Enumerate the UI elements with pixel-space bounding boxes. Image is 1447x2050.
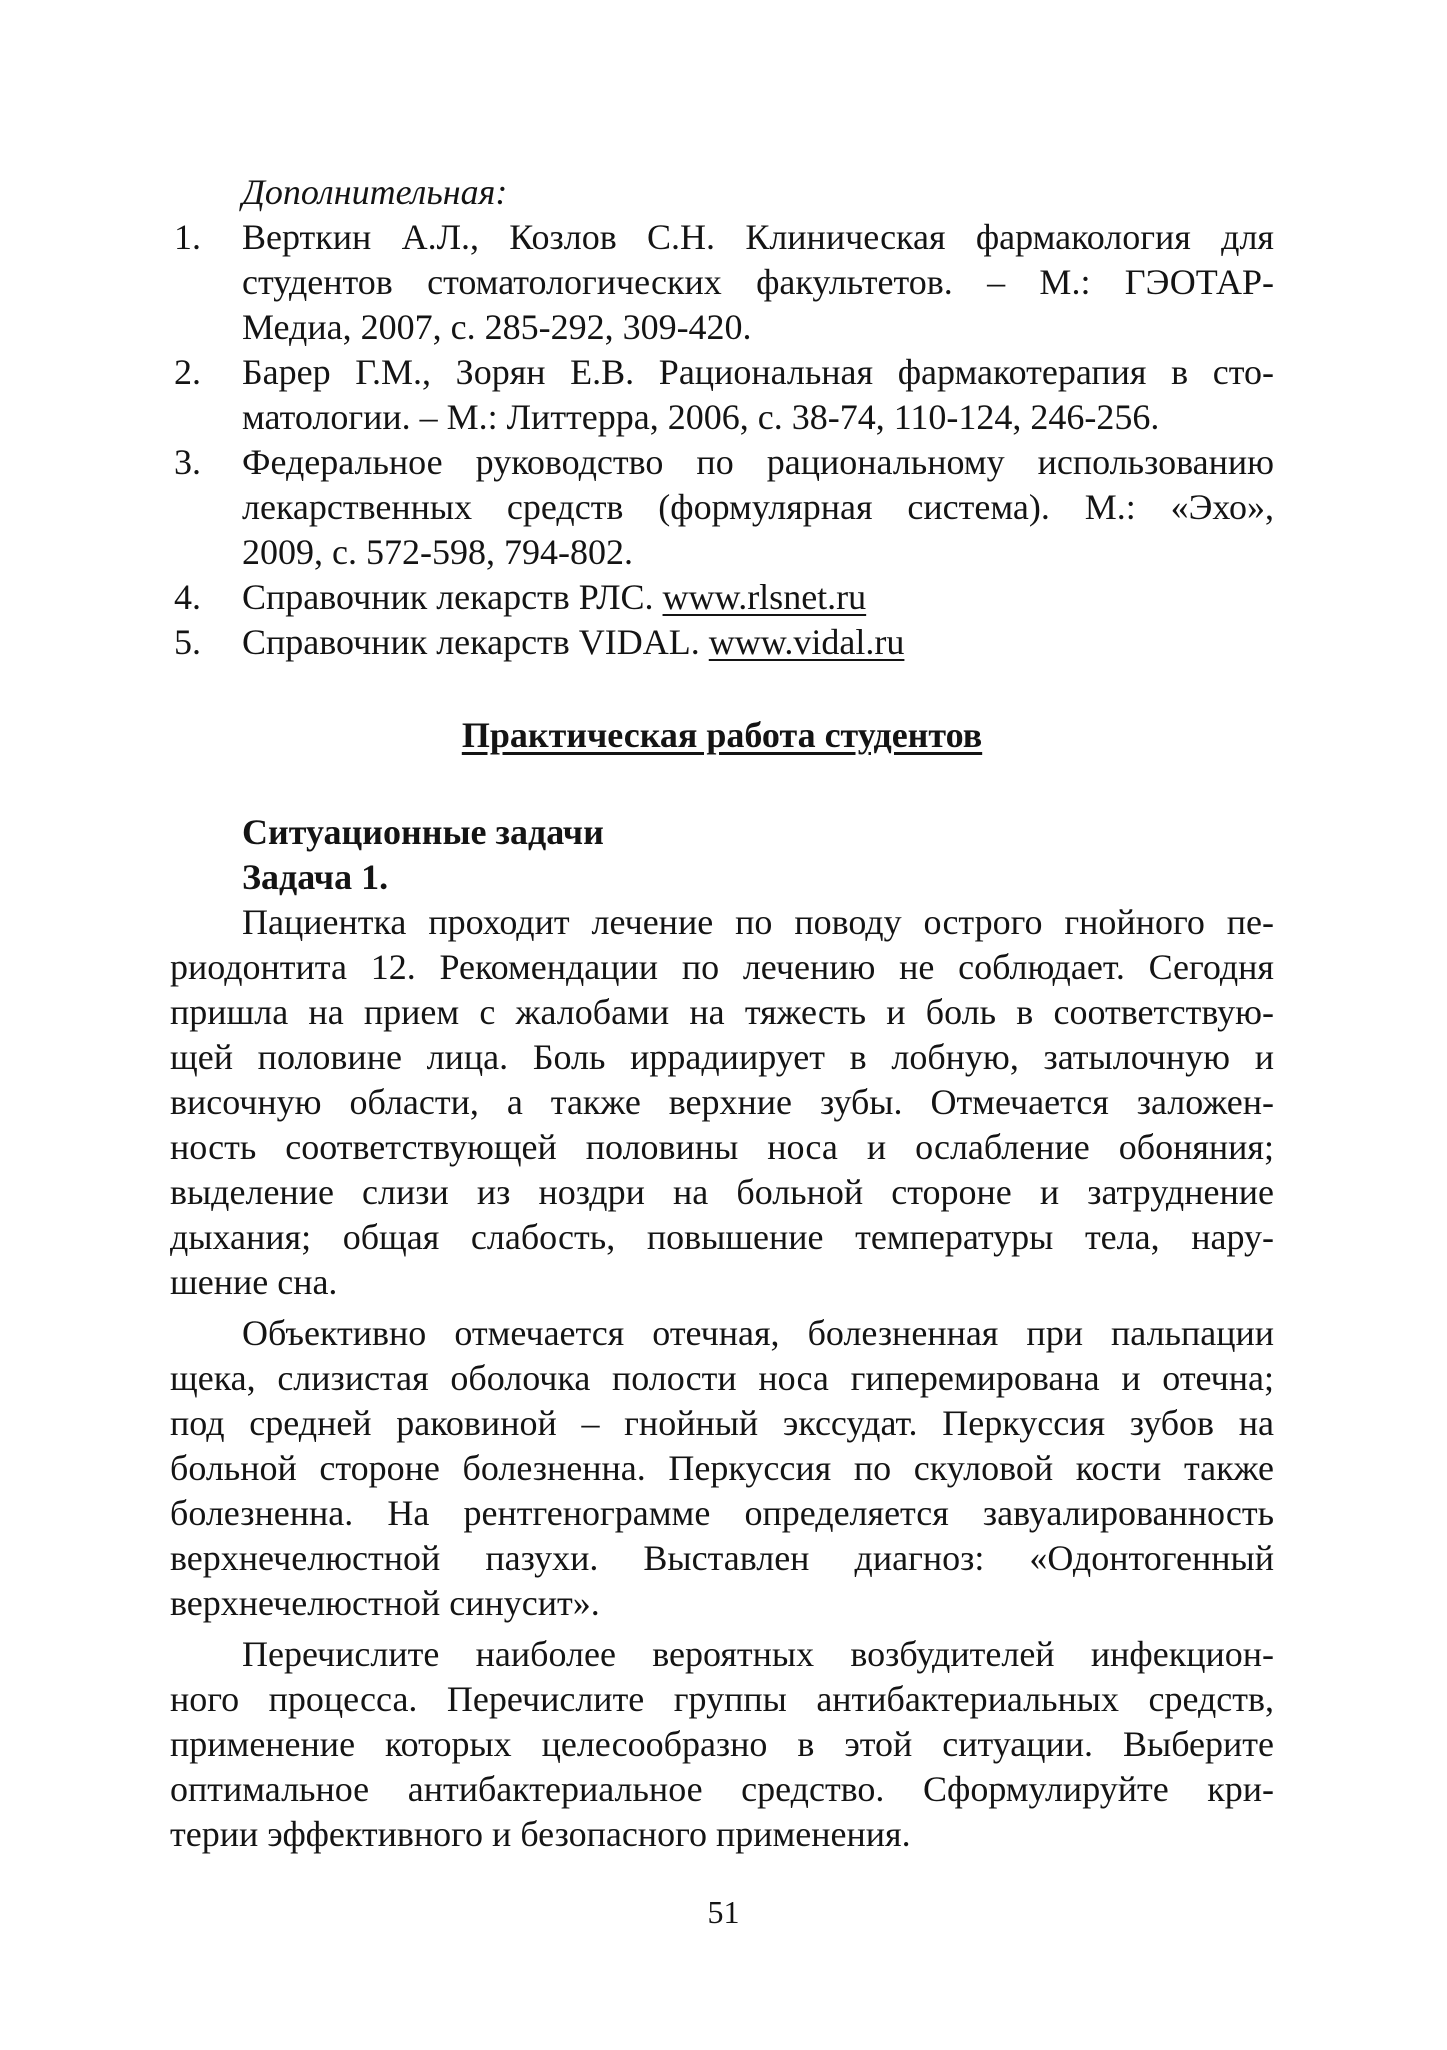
reference-number: 1. [174,217,201,257]
reference-line: Федеральное руководство по рациональному использованию [242,442,1274,482]
reference-item-2 [170,350,1274,440]
reference-item-3 [170,440,1274,575]
vidal-link[interactable]: www.vidal.ru [708,622,905,662]
reference-item-1 [170,215,1274,350]
reference-line: лекарственных средств (формулярная система). М.: «Эхо», [242,487,1274,527]
section-title: Практическая работа студентов [461,715,983,755]
paragraph-line: височную области, а также верхние зубы. Отмечается заложен- [170,1082,1274,1122]
paragraph-line: дыхания; общая слабость, повышение температуры тела, нару- [170,1217,1274,1257]
references-heading: Дополнительная: [242,172,508,212]
paragraph-line: болезненна. На рентгенограмме определяется завуалированность [170,1493,1274,1533]
paragraph-line: больной стороне болезненна. Перкуссия по скуловой кости также [170,1448,1274,1488]
paragraph-line: выделение слизи из ноздри на больной стороне и затруднение [170,1172,1274,1212]
paragraph-line: ного процесса. Перечислите группы антибактериальных средств, [170,1679,1274,1719]
paragraph-line: ность соответствующей половины носа и ослабление обоняния; [170,1127,1274,1167]
situational-tasks-heading: Ситуационные задачи [242,812,604,852]
reference-number: 2. [174,352,201,392]
paragraph-line: оптимальное антибактериальное средство. Сформулируйте кри- [170,1769,1274,1809]
reference-number: 4. [174,577,201,617]
reference-line: Медиа, 2007, с. 285-292, 309-420. [242,307,752,347]
paragraph-line: применение которых целесообразно в этой ситуации. Выберите [170,1724,1274,1764]
references-list [170,215,1274,665]
task-paragraph-1 [170,900,1274,1305]
paragraph-line: терии эффективного и безопасного применения. [170,1814,911,1854]
reference-line: студентов стоматологических факультетов. – М.: ГЭОТАР- [242,262,1274,302]
reference-number: 5. [174,622,201,662]
paragraph-line: шение сна. [170,1262,338,1302]
paragraph-line: верхнечелюстной синусит». [170,1583,600,1623]
reference-line: Барер Г.М., Зорян Е.В. Рациональная фармакотерапия в сто- [242,352,1274,392]
document-page [170,170,1274,1857]
reference-line: Верткин А.Л., Козлов С.Н. Клиническая фармакология для [242,217,1274,257]
reference-text: Справочник лекарств РЛС. [242,577,663,617]
paragraph-line: верхнечелюстной пазухи. Выставлен диагноз: «Одонтогенный [170,1538,1274,1578]
reference-item-4 [170,575,1274,620]
paragraph-line: под средней раковиной – гнойный экссудат. Перкуссия зубов на [170,1403,1274,1443]
reference-line: 2009, с. 572-598, 794-802. [242,532,633,572]
task-paragraph-3 [170,1632,1274,1857]
page-number: 51 [707,1894,740,1930]
reference-line: матологии. – М.: Литтерра, 2006, с. 38-74, 110-124, 246-256. [242,397,1160,437]
reference-item-5 [170,620,1274,665]
task-paragraph-2 [170,1311,1274,1626]
paragraph-line: Перечислите наиболее вероятных возбудителей инфекцион- [242,1634,1274,1674]
paragraph-line: пришла на прием с жалобами на тяжесть и боль в соответствую- [170,992,1274,1032]
reference-line [242,620,1274,665]
reference-line [242,575,1274,620]
paragraph-line: Объективно отмечается отечная, болезненная при пальпации [242,1313,1274,1353]
reference-text: Справочник лекарств VIDAL. [242,622,709,662]
reference-number: 3. [174,442,201,482]
paragraph-line: щей половине лица. Боль иррадиирует в лобную, затылочную и [170,1037,1274,1077]
paragraph-line: риодонтита 12. Рекомендации по лечению не соблюдает. Сегодня [170,947,1274,987]
rlsnet-link[interactable]: www.rlsnet.ru [662,577,867,617]
task-heading: Задача 1. [242,857,389,897]
paragraph-line: щека, слизистая оболочка полости носа гиперемирована и отечна; [170,1358,1274,1398]
paragraph-line: Пациентка проходит лечение по поводу острого гнойного пе- [242,902,1274,942]
